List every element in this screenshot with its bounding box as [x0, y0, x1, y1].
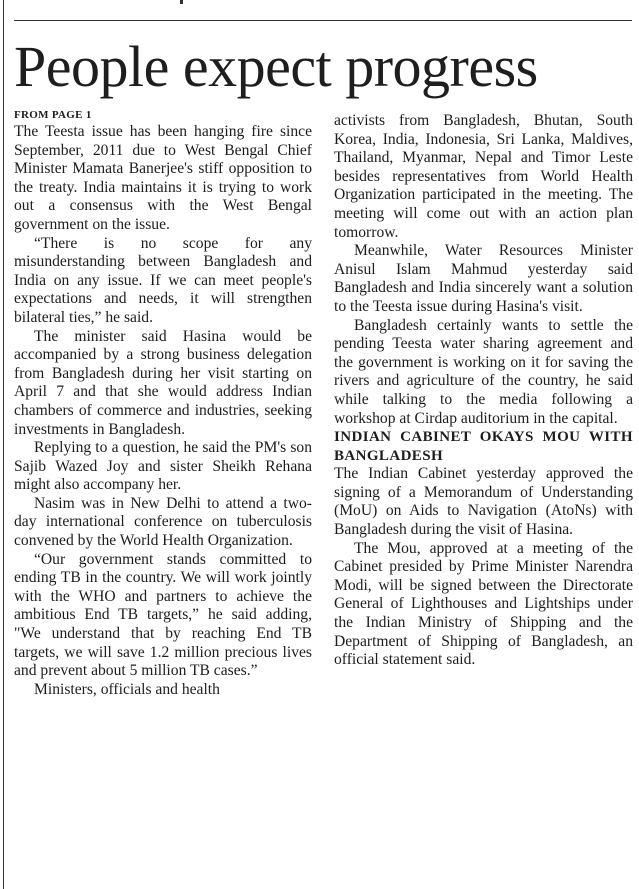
column-rule-left: [3, 0, 4, 889]
paragraph: activists from Bangladesh, Bhutan, South Korea, India, Indonesia, Sri Lanka, Maldives, Thailand, Myanmar, Nepal and Timor Leste besides representatives from World Health Organization participated in the meeting. The meeting will come out with an action plan tomorrow.: [334, 112, 633, 241]
subheading: INDIAN CABINET OKAYS MOU WITH BANGLADESH: [334, 429, 633, 464]
paragraph: Bangladesh certainly wants to settle the pending Teesta water sharing agreement and the government is working on it for saving the rivers and agriculture of the country, he said while talking to the media following a workshop at Cirdap auditorium in the capital.: [334, 316, 633, 427]
kicker: FROM PAGE 1: [14, 109, 92, 121]
article-column-right: [334, 112, 633, 670]
paragraph: Nasim was in New Delhi to attend a two-day international conference on tuberculosis convened by the World Health Organization.: [14, 494, 312, 550]
paragraph: Replying to a question, he said the PM's son Sajib Wazed Joy and sister Sheikh Rehana might also accompany her.: [14, 439, 312, 494]
paragraph: The Mou, approved at a meeting of the Cabinet presided by Prime Minister Narendra Modi, will be signed between the Directorate General of Lighthouses and Lightships under the Indian Ministry of Shipping and the Department of Shipping of Bangladesh, an official statement said.: [334, 539, 633, 669]
paragraph: Ministers, officials and health: [34, 680, 220, 698]
paragraph: Meanwhile, Water Resources Minister Anisul Islam Mahmud yesterday said Bangladesh and India sincerely want a solution to the Teesta issue during Hasina's visit.: [334, 242, 633, 315]
headline: People expect progress: [14, 34, 538, 99]
paragraph: The Indian Cabinet yesterday approved the signing of a Memorandum of Understanding (MoU) on Aids to Navigation (AtoNs) with Bangladesh during the visit of Hasina.: [334, 465, 633, 539]
article-column-left: [14, 108, 312, 699]
headline-rule-top: [14, 20, 632, 21]
page-edge-mark: [180, 0, 183, 4]
paragraph: “There is no scope for any misunderstanding between Bangladesh and India on any issue. If we can meet people's expectations and needs, it will strengthen bilateral ties,” he said.: [14, 234, 312, 326]
paragraph: “Our government stands committed to ending TB in the country. We will work jointly with the WHO and partners to achieve the ambitious End TB targets,” he said adding, "We understand that by reaching End TB targets, we will save 1.2 million precious lives and prevent about 5 million TB cases.”: [14, 550, 312, 680]
paragraph: The minister said Hasina would be accompanied by a strong business delegation from Bangladesh during her visit starting on April 7 and that she would address Indian chambers of commerce and industries, seeking investments in Bangladesh.: [14, 327, 312, 438]
paragraph: The Teesta issue has been hanging fire since September, 2011 due to West Bengal Chief Minister Mamata Banerjee's stiff opposition to the treaty. India maintains it is trying to work out a consensus with the West Bengal government on the issue.: [14, 123, 312, 233]
